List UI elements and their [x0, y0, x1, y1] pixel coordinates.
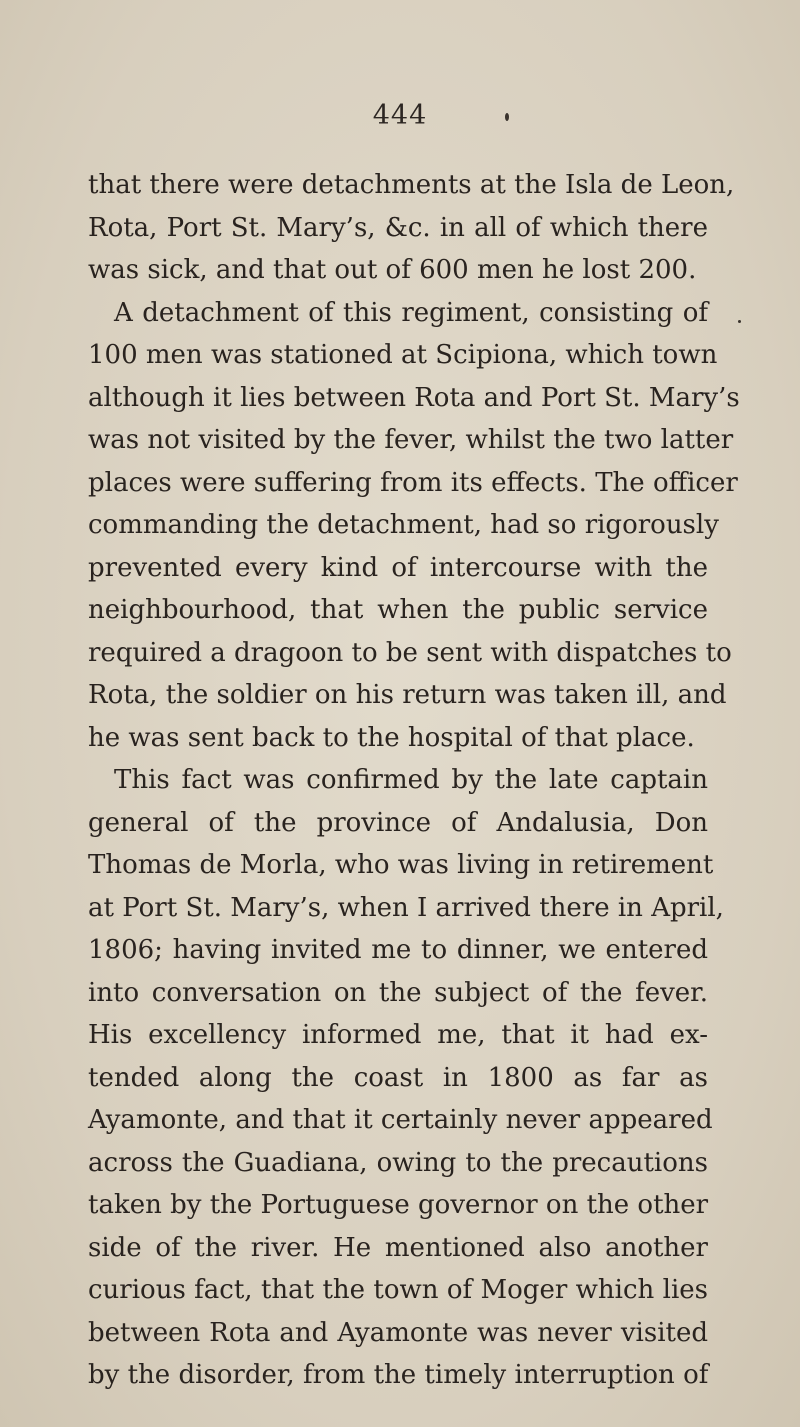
text-line: by the disorder, from the timely interruption of: [88, 1360, 709, 1390]
text-line: at Port St. Mary’s, when I arrived there in April,: [88, 892, 724, 923]
page-number: 444: [372, 100, 428, 131]
text-line: tended along the coast in 1800 as far as: [88, 1062, 708, 1093]
text-line: prevented every kind of intercourse with the: [88, 552, 708, 583]
text-line: that there were detachments at the Isla de Leon,: [88, 170, 735, 200]
text-line: neighbourhood, that when the public service: [88, 595, 708, 625]
body-text: [88, 164, 740, 1397]
text-line: curious fact, that the town of Moger which lies: [88, 1275, 708, 1305]
text-line: places were suffering from its effects. The officer: [88, 467, 738, 498]
text-line: taken by the Portuguese governor on the other: [88, 1190, 709, 1220]
text-line: between Rota and Ayamonte was never visited: [88, 1317, 708, 1348]
ink-speck: [505, 113, 509, 121]
text-line: 100 men was stationed at Scipiona, which town: [88, 340, 718, 370]
text-line: required a dragoon to be sent with dispatches to: [88, 637, 732, 668]
text-line: he was sent back to the hospital of that place.: [88, 722, 695, 753]
text-line: commanding the detachment, had so rigorously: [88, 510, 719, 540]
text-line: His excellency informed me, that it had ex-: [88, 1020, 708, 1050]
text-line: was sick, and that out of 600 men he lost 200.: [88, 255, 697, 285]
ink-speck: [738, 320, 741, 323]
text-line: 1806; having invited me to dinner, we entered: [88, 935, 708, 965]
paragraph-start-line: A detachment of this regiment, consisting of: [114, 297, 708, 328]
text-line: into conversation on the subject of the fever.: [88, 977, 708, 1008]
text-line: was not visited by the fever, whilst the two latter: [88, 425, 734, 455]
text-line: general of the province of Andalusia, Don: [88, 807, 708, 838]
text-line: Ayamonte, and that it certainly never appeared: [88, 1105, 713, 1135]
text-line: Rota, Port St. Mary’s, &c. in all of which there: [88, 212, 708, 243]
text-line: across the Guadiana, owing to the precautions: [88, 1147, 708, 1178]
text-line: Thomas de Morla, who was living in retirement: [88, 850, 714, 880]
paragraph-start-line: This fact was confirmed by the late captain: [114, 765, 708, 795]
text-line: side of the river. He mentioned also another: [88, 1232, 708, 1263]
text-line: although it lies between Rota and Port St. Mary’s: [88, 382, 740, 413]
text-line: Rota, the soldier on his return was taken ill, and: [88, 680, 727, 710]
